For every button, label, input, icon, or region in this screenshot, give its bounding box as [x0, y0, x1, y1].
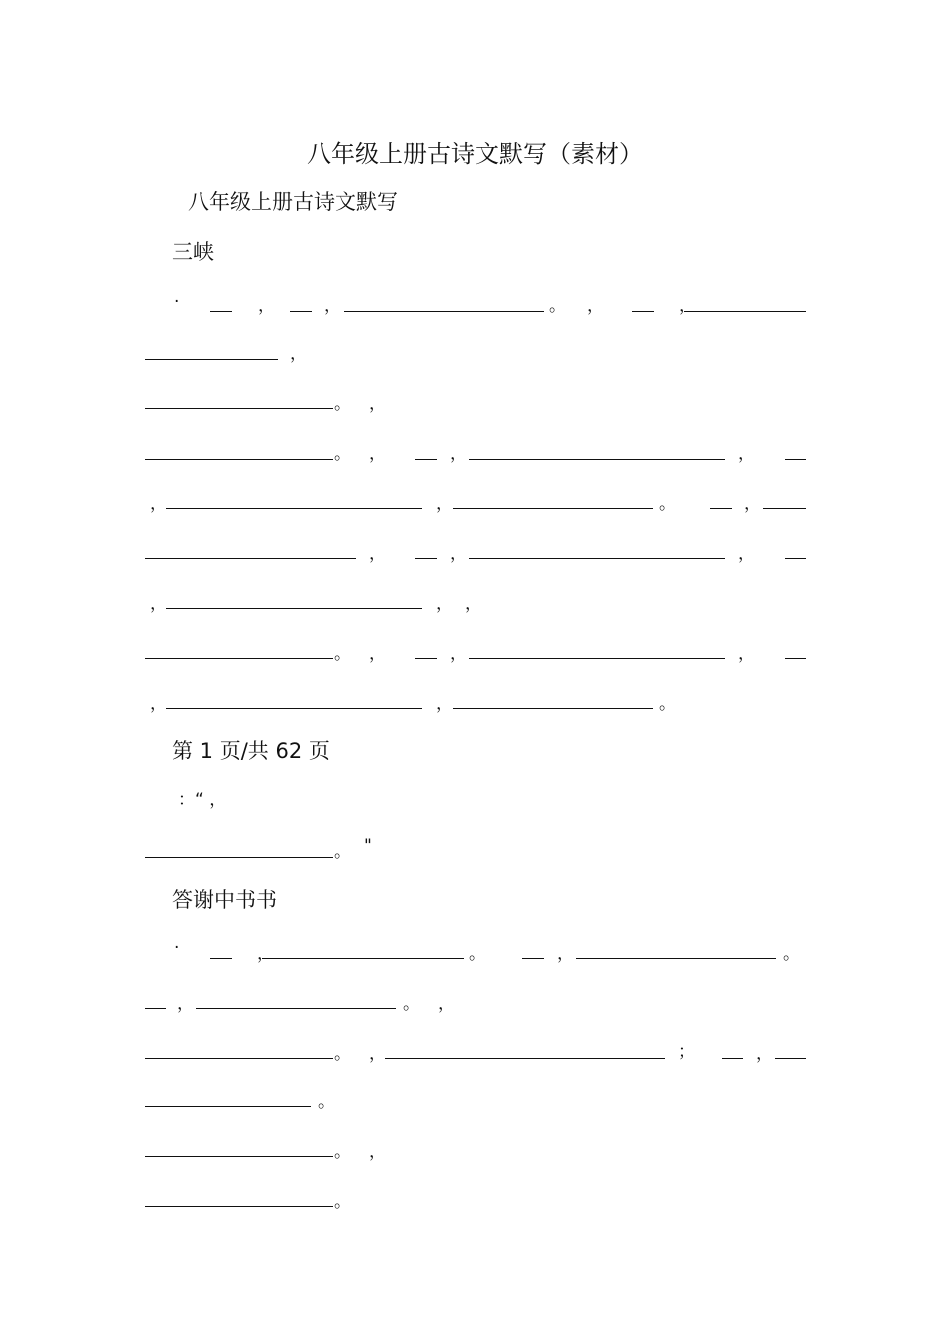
punct-comma: ，	[150, 494, 167, 514]
punct-comma: ，	[738, 644, 755, 664]
bullet-dot: ·	[174, 938, 180, 958]
punct-comma: ，	[177, 994, 194, 1014]
quote-open: ：“ ，	[178, 790, 227, 810]
punct-comma: ，	[738, 544, 755, 564]
fill-blank[interactable]	[415, 459, 437, 460]
fill-blank[interactable]	[210, 311, 232, 312]
punct-comma: ，	[756, 1044, 773, 1064]
punct-period: 。	[783, 944, 800, 964]
punct-comma: ，	[436, 694, 453, 714]
fill-blank[interactable]	[145, 408, 333, 409]
subtitle: 八年级上册古诗文默写	[188, 190, 398, 214]
fill-blank[interactable]	[145, 658, 333, 659]
punct-comma: ，	[450, 544, 467, 564]
page-title: 八年级上册古诗文默写（素材）	[307, 140, 643, 168]
punct-comma: ，	[369, 1044, 386, 1064]
fill-blank[interactable]	[522, 958, 544, 959]
punct-comma: ，	[324, 296, 341, 316]
fill-blank[interactable]	[290, 311, 312, 312]
fill-blank[interactable]	[210, 958, 232, 959]
fill-blank[interactable]	[453, 508, 653, 509]
fill-blank[interactable]	[775, 1058, 806, 1059]
page-marker: 第 1 页/共 62 页	[172, 739, 330, 763]
fill-blank[interactable]	[785, 459, 806, 460]
fill-blank[interactable]	[166, 708, 422, 709]
fill-blank[interactable]	[469, 558, 725, 559]
punct-comma: ，	[738, 444, 755, 464]
punct-period: 。	[334, 842, 351, 862]
bullet-dot: ·	[174, 292, 180, 312]
section-heading-sanxia: 三峡	[172, 240, 214, 264]
fill-blank[interactable]	[785, 658, 806, 659]
punct-comma: ，	[450, 644, 467, 664]
punct-comma: ，	[369, 544, 386, 564]
punct-period: 。	[659, 494, 676, 514]
punct-period: 。	[334, 644, 351, 664]
punct-period: 。	[469, 944, 486, 964]
punct-comma: ，	[557, 944, 574, 964]
fill-blank[interactable]	[196, 1008, 396, 1009]
punct-comma: ，	[290, 344, 307, 364]
punct-comma: ，	[369, 444, 386, 464]
punct-comma: ，	[150, 594, 167, 614]
punct-period: 。	[334, 1142, 351, 1162]
punct-comma: ，	[436, 494, 453, 514]
fill-blank[interactable]	[415, 558, 437, 559]
fill-blank[interactable]	[145, 1156, 333, 1157]
fill-blank[interactable]	[469, 459, 725, 460]
fill-blank[interactable]	[576, 958, 776, 959]
punct-period: 。	[334, 444, 351, 464]
fill-blank[interactable]	[415, 658, 437, 659]
punct-period: 。	[549, 296, 566, 316]
punct-period: 。	[318, 1092, 335, 1112]
punct-period: 。	[403, 994, 420, 1014]
punct-comma: ，	[587, 296, 604, 316]
fill-blank[interactable]	[785, 558, 806, 559]
punct-comma: ，	[257, 944, 274, 964]
fill-blank[interactable]	[385, 1058, 665, 1059]
fill-blank[interactable]	[145, 1008, 166, 1009]
fill-blank[interactable]	[684, 311, 806, 312]
fill-blank[interactable]	[145, 857, 333, 858]
fill-blank[interactable]	[145, 1206, 333, 1207]
punct-comma: ，	[369, 644, 386, 664]
fill-blank[interactable]	[145, 1058, 333, 1059]
fill-blank[interactable]	[632, 311, 654, 312]
punct-comma: ，	[369, 1142, 386, 1162]
fill-blank[interactable]	[145, 459, 333, 460]
punct-comma: ，	[369, 394, 386, 414]
fill-blank[interactable]	[145, 359, 278, 360]
fill-blank[interactable]	[344, 311, 544, 312]
punct-period: 。	[334, 1044, 351, 1064]
punct-comma: ，	[258, 296, 275, 316]
fill-blank[interactable]	[453, 708, 653, 709]
fill-blank[interactable]	[166, 608, 422, 609]
section-heading-dashi: 答谢中书书	[172, 888, 277, 912]
punct-period: 。	[334, 1192, 351, 1212]
punct-comma: ，	[450, 444, 467, 464]
fill-blank[interactable]	[166, 508, 422, 509]
fill-blank[interactable]	[763, 508, 806, 509]
punct-comma: ，	[150, 694, 167, 714]
punct-period: 。	[334, 394, 351, 414]
punct-comma: ，	[679, 296, 696, 316]
punct-comma: ，	[465, 594, 482, 614]
fill-blank[interactable]	[262, 958, 464, 959]
punct-semicolon: ；	[678, 1042, 695, 1062]
punct-comma: ，	[438, 994, 455, 1014]
fill-blank[interactable]	[145, 558, 356, 559]
fill-blank[interactable]	[145, 1106, 311, 1107]
fill-blank[interactable]	[722, 1058, 743, 1059]
fill-blank[interactable]	[469, 658, 725, 659]
punct-comma: ，	[436, 594, 453, 614]
fill-blank[interactable]	[710, 508, 732, 509]
punct-period: 。	[659, 694, 676, 714]
quote-close: "	[364, 836, 372, 856]
punct-comma: ，	[744, 494, 761, 514]
